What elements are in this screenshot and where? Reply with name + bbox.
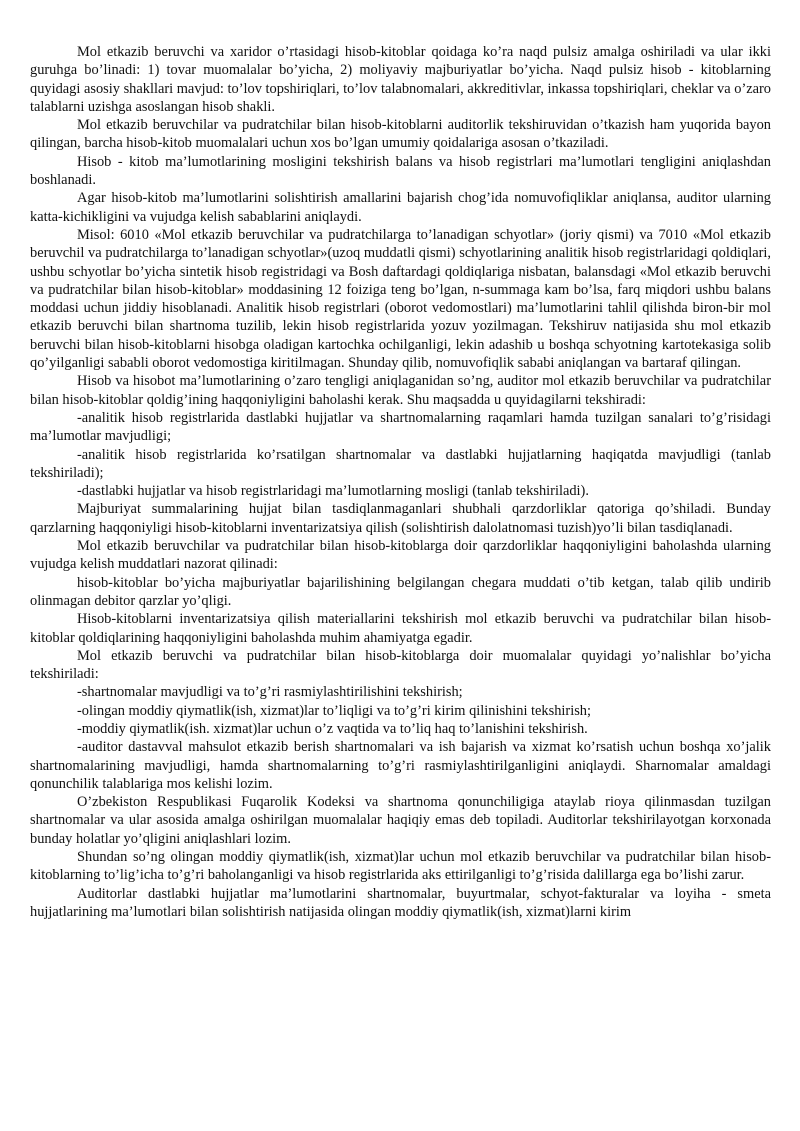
paragraph: O’zbekiston Respublikasi Fuqarolik Kodeksi va shartnoma qonunchiligiga ataylab rioya qilinmasdan tuzilgan shartnomalar va ular asosida amalga oshirilgan muomalalar haqiqiy emas deb topiladi. Auditorlar tekshirilayotgan korxonada bunday holatlar yo’qligini aniqlashlari lozim.	[30, 794, 771, 847]
paragraph: Hisob - kitob ma’lumotlarining mosligini tekshirish balans va hisob registrlari ma’lumotlari tengligini aniqlashdan boshlanadi.	[30, 153, 771, 189]
document-page	[30, 43, 771, 921]
paragraph: Hisob-kitoblarni inventarizatsiya qilish materiallarini tekshirish mol etkazib beruvchi va pudratchilar bilan hisob-kitoblar qoldiqlarining haqqoniyligini baholashda muhim ahamiyatga egadir.	[30, 611, 771, 646]
paragraph: Shundan so’ng olingan moddiy qiymatlik(ish, xizmat)lar uchun mol etkazib beruvchilar va pudratchilar bilan hisob-kitoblarning to’lig’icha to’g’ri baholanganligi va hisob registrlarida aks ettirilganligi to’g’risida dalillarga ega bo’lishi zarur.	[30, 849, 771, 884]
paragraph: Majburiyat summalarining hujjat bilan tasdiqlanmaganlari shubhali qarzdorliklar qatoriga qo’shiladi. Bunday qarzlarning haqqoniyligi hisob-kitoblarni inventarizatsiya qilish (solishtirish dalolatnomasi tuzish)yo’li bilan tasdiqlanadi.	[30, 501, 771, 536]
list-item: -olingan moddiy qiymatlik(ish, xizmat)lar to’liqligi va to’g’ri kirim qilinishini tekshirish;	[77, 702, 592, 719]
paragraph: Mol etkazib beruvchi va xaridor o’rtasidagi hisob-kitoblar qoidaga ko’ra naqd pulsiz amalga oshiriladi va ular ikki guruhga bo’linadi: 1) tovar muomalalar bo’yicha, 2) moliyaviy majburiyatlar bo’yicha. Naqd pulsiz hisob - kitoblarning quyidagi asosiy shakllari mavjud: to’lov topshiriqlari, to’lov talabnomalari, akkreditivlar, inkassa topshiriqlari, cheklar va o’zaro talablarni uzishga asoslangan hisob shakli.	[30, 44, 771, 115]
list-item: -analitik hisob registrlarida dastlabki hujjatlar va shartnomalarning raqamlari hamda tuzilgan sanalari to’g’risidagi ma’lumotlar mavjudligi;	[30, 409, 771, 445]
paragraph: Mol etkazib beruvchi va pudratchilar bilan hisob-kitoblarga doir muomalalar quyidagi yo’nalishlar bo’yicha tekshiriladi:	[30, 647, 771, 683]
list-item: -shartnomalar mavjudligi va to’g’ri rasmiylashtirilishini tekshirish;	[77, 684, 463, 701]
list-item: -auditor dastavval mahsulot etkazib berish shartnomalari va ish bajarish va xizmat ko’rsatish uchun boshqa xo’jalik shartnomalarining mavjudligi, hamda shartnomalarning to’g’ri rasmiylashtirilganligini aniqlaydi. Sharnomalar amaldagi qonunchilik talablariga mos kelishi lozim.	[30, 739, 771, 792]
paragraph: Mol etkazib beruvchilar va pudratchilar bilan hisob-kitoblarni auditorlik tekshiruvidan o’tkazish ham yuqorida bayon qilingan, barcha hisob-kitob muomalalari uchun xos bo’lgan umumiy qoidalariga asosan o’tkaziladi.	[30, 117, 771, 152]
paragraph: Mol etkazib beruvchilar va pudratchilar bilan hisob-kitoblarga doir qarzdorliklar haqqoniyligini baholashda ularning vujudga kelish muddatlari nazorat qilinadi:	[30, 538, 771, 573]
paragraph: Agar hisob-kitob ma’lumotlarini solishtirish amallarini bajarish chog’ida nomuvofiqliklar aniqlansa, auditor ularning katta-kichikligini va vujudga kelish sabablarini aniqlaydi.	[30, 190, 771, 225]
paragraph: hisob-kitoblar bo’yicha majburiyatlar bajarilishining belgilangan chegara muddati o’tib ketgan, talab qilib undirib olinmagan debitor qarzlar yo’qligi.	[30, 574, 771, 609]
paragraph: Hisob va hisobot ma’lumotlarining o’zaro tengligi aniqlaganidan so’ng, auditor mol etkazib beruvchilar va pudratchilar bilan hisob-kitoblar qoldig’ining haqqoniyligini baholashi kerak. Shu maqsadda u quyidagilarni tekshiradi:	[30, 373, 771, 408]
paragraph: Misol: 6010 «Mol etkazib beruvchilar va pudratchilarga to’lanadigan schyotlar» (joriy qismi) va 7010 «Mol etkazib beruvchil va pudratchilarga to’lanadigan schyotlar»(uzoq muddatli qismi) schyotlarining analitik hisob registrlaridagi qoldiqlari, ushbu schyotlar bo’yicha sintetik hisob registridagi va Bosh daftardagi qoldiqlariga nisbatan, balansdagi «Mol etkazib beruvchi va pudratchilar bilan hisob-kitoblar» moddasining 12 foiziga teng bo’lgan, n-summaga kam bo’lsa, farq miqdori ushbu balans moddasi uchun jiddiy hisoblanadi. Analitik hisob registrlari (oborot vedomostlari) ma’lumotlarini tahlil qilishda biron-bir mol etkazib beruvchi bilan shartnoma tuzilib, lekin hisob registrlarida yozuv yozilmagan. Tekshiruv natijasida shu mol etkazib beruvchi bilan hisob-kitoblarni hisobga oladigan kartochka ochilganligi, lekin adashib u boshqa schyotning kartotekasiga solib qo’yilganligi sababli oborot vedomostiga kiritilmagan. Shunday qilib, nomuvofiqlik sababi aniqlangan va bartaraf qilingan.	[30, 226, 771, 372]
paragraph: Auditorlar dastlabki hujjatlar ma’lumotlarini shartnomalar, buyurtmalar, schyot-fakturalar va loyiha - smeta hujjatlarining ma’lumotlari bilan solishtirish natijasida olingan moddiy qiymatlik(ish, xizmat)larni kirim	[30, 885, 771, 920]
list-item: -analitik hisob registrlarida ko’rsatilgan shartnomalar va dastlabki hujjatlarning haqiqatda mavjudligi (tanlab tekshiriladi);	[30, 446, 771, 481]
list-item: -moddiy qiymatlik(ish. xizmat)lar uchun o’z vaqtida va to’liq haq to’lanishini tekshirish.	[77, 720, 588, 737]
list-item: -dastlabki hujjatlar va hisob registrlaridagi ma’lumotlarning mosligi (tanlab tekshiriladi).	[77, 483, 589, 500]
